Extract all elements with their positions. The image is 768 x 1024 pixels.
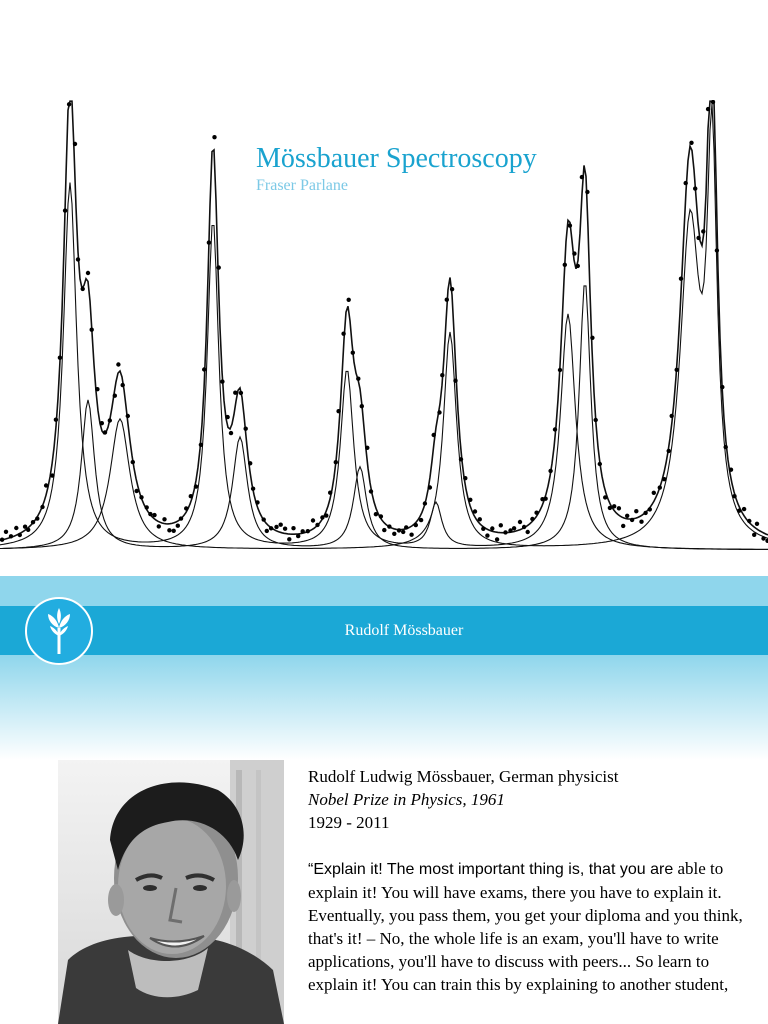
data-point [643, 511, 647, 515]
data-point [287, 537, 291, 541]
data-point [530, 517, 534, 521]
data-point [548, 469, 552, 473]
data-point [262, 517, 266, 521]
data-point [90, 328, 94, 332]
data-point [490, 526, 494, 530]
data-point [315, 523, 319, 527]
data-point [108, 418, 112, 422]
data-point [334, 460, 338, 464]
data-point [103, 430, 107, 434]
data-point [152, 513, 156, 517]
data-point [248, 461, 252, 465]
data-point [747, 519, 751, 523]
data-point [291, 526, 295, 530]
data-point [518, 520, 522, 524]
data-point [512, 526, 516, 530]
data-point [301, 529, 305, 533]
data-point [356, 377, 360, 381]
bio-text [308, 765, 748, 996]
data-point [625, 514, 629, 518]
data-point [35, 516, 39, 520]
section-band-top [0, 576, 768, 606]
data-point [67, 102, 71, 106]
data-point [485, 533, 489, 537]
data-point [14, 526, 18, 530]
data-point [689, 141, 693, 145]
title-block [256, 142, 537, 196]
portrait-photo [58, 760, 284, 1024]
data-point [639, 520, 643, 524]
data-point [423, 501, 427, 505]
data-point [696, 236, 700, 240]
data-point [279, 523, 283, 527]
data-point [706, 107, 710, 111]
data-point [167, 528, 171, 532]
data-point [553, 427, 557, 431]
data-point [752, 533, 756, 537]
data-point [630, 518, 634, 522]
data-point [44, 483, 48, 487]
data-point [701, 229, 705, 233]
data-point [634, 509, 638, 513]
data-point [202, 367, 206, 371]
data-point [742, 507, 746, 511]
data-point [63, 208, 67, 212]
data-point [113, 394, 117, 398]
data-point [184, 506, 188, 510]
data-point [73, 142, 77, 146]
data-point [134, 489, 138, 493]
data-point [572, 251, 576, 255]
author-name: Fraser Parlane [256, 177, 348, 194]
data-point [761, 536, 765, 540]
data-point [670, 414, 674, 418]
data-point [311, 518, 315, 522]
data-point [679, 277, 683, 281]
data-point [360, 404, 364, 408]
data-point [684, 181, 688, 185]
data-point [139, 495, 143, 499]
bio-prize: Nobel Prize in Physics, 1961 [308, 790, 505, 809]
data-point [428, 485, 432, 489]
data-point [522, 525, 526, 529]
data-point [558, 368, 562, 372]
data-point [336, 409, 340, 413]
bio-years: 1929 - 2011 [308, 813, 390, 832]
data-point [612, 504, 616, 508]
data-point [194, 484, 198, 488]
data-point [445, 298, 449, 302]
data-point [328, 491, 332, 495]
data-point [621, 524, 625, 528]
data-point [31, 520, 35, 524]
data-point [440, 373, 444, 377]
data-point [217, 265, 221, 269]
data-point [409, 533, 413, 537]
data-point [437, 410, 441, 414]
data-point [274, 525, 278, 529]
data-point [463, 476, 467, 480]
data-point [724, 445, 728, 449]
data-point [324, 513, 328, 517]
data-point [617, 506, 621, 510]
data-point [296, 534, 300, 538]
data-point [251, 487, 255, 491]
data-point [225, 415, 229, 419]
data-point [503, 530, 507, 534]
data-point [453, 379, 457, 383]
data-point [229, 431, 233, 435]
bio-name: Rudolf Ludwig Mössbauer, German physicist [308, 767, 619, 786]
data-point [419, 518, 423, 522]
data-point [199, 443, 203, 447]
data-point [81, 287, 85, 291]
data-point [116, 362, 120, 366]
data-point [207, 240, 211, 244]
data-point [404, 525, 408, 529]
data-point [212, 135, 216, 139]
data-point [693, 186, 697, 190]
data-point [40, 505, 44, 509]
data-point [468, 498, 472, 502]
data-point [603, 495, 607, 499]
data-point [351, 351, 355, 355]
data-point [347, 298, 351, 302]
data-point [720, 385, 724, 389]
data-point [269, 526, 273, 530]
data-point [608, 506, 612, 510]
data-point [379, 514, 383, 518]
data-point [397, 528, 401, 532]
data-point [594, 418, 598, 422]
data-point [563, 263, 567, 267]
data-point [58, 356, 62, 360]
data-point [481, 527, 485, 531]
data-point [526, 530, 530, 534]
data-point [369, 489, 373, 493]
data-point [255, 500, 259, 504]
data-point [189, 494, 193, 498]
data-point [585, 190, 589, 194]
data-point [341, 332, 345, 336]
data-point [658, 485, 662, 489]
data-point [478, 517, 482, 521]
data-point [662, 477, 666, 481]
data-point [598, 462, 602, 466]
data-point [648, 507, 652, 511]
data-point [121, 383, 125, 387]
data-point [4, 530, 8, 534]
data-point [365, 446, 369, 450]
data-point [401, 530, 405, 534]
bio-quote [308, 857, 748, 996]
data-point [732, 494, 736, 498]
data-point [432, 433, 436, 437]
data-point [387, 524, 391, 528]
data-point [100, 421, 104, 425]
data-point [473, 509, 477, 513]
data-point [54, 418, 58, 422]
data-point [675, 368, 679, 372]
data-point [95, 387, 99, 391]
data-point [414, 523, 418, 527]
presentation-title: Mössbauer Spectroscopy [256, 143, 537, 174]
data-point [126, 414, 130, 418]
data-point [590, 336, 594, 340]
data-point [580, 175, 584, 179]
data-point [176, 524, 180, 528]
data-point [459, 457, 463, 461]
data-point [0, 538, 4, 542]
data-point [711, 100, 715, 104]
data-point [755, 522, 759, 526]
data-point [9, 534, 13, 538]
data-point [667, 449, 671, 453]
data-point [568, 223, 572, 227]
data-point [495, 537, 499, 541]
data-point [179, 516, 183, 520]
data-point [148, 512, 152, 516]
data-point [23, 525, 27, 529]
data-point [499, 523, 503, 527]
data-point [233, 391, 237, 395]
data-point [86, 271, 90, 275]
section-band-fade [0, 655, 768, 760]
data-point [534, 511, 538, 515]
section-title: Rudolf Mössbauer [344, 622, 464, 639]
data-point [220, 379, 224, 383]
data-point [162, 517, 166, 521]
data-point [392, 532, 396, 536]
data-point [306, 529, 310, 533]
data-point [715, 248, 719, 252]
data-point [729, 468, 733, 472]
data-point [172, 529, 176, 533]
quote-lead: “Explain it! The most important thing is, that you are [308, 861, 674, 878]
data-point [244, 427, 248, 431]
data-point [283, 527, 287, 531]
data-point [157, 524, 161, 528]
data-point [576, 264, 580, 268]
data-point [382, 528, 386, 532]
data-point [543, 497, 547, 501]
data-point [320, 515, 324, 519]
component-curve-2 [0, 286, 768, 550]
data-point [374, 512, 378, 516]
data-point [18, 533, 22, 537]
data-point [145, 505, 149, 509]
data-point [26, 528, 30, 532]
data-point [652, 491, 656, 495]
data-point [239, 391, 243, 395]
data-point [50, 473, 54, 477]
data-point [265, 529, 269, 533]
data-point [131, 460, 135, 464]
data-point [450, 287, 454, 291]
quote-text: able to explain it! You will have exams, there you have to explain it. Eventually, you pass them, you get your diploma and you think, that's it! – No, the whole life is an exam, you'll have to write applications, you'll have to discuss with peers... So learn to explain it! You can train this by explaining to another student, [308, 859, 743, 994]
data-point [737, 509, 741, 513]
data-point [76, 257, 80, 261]
